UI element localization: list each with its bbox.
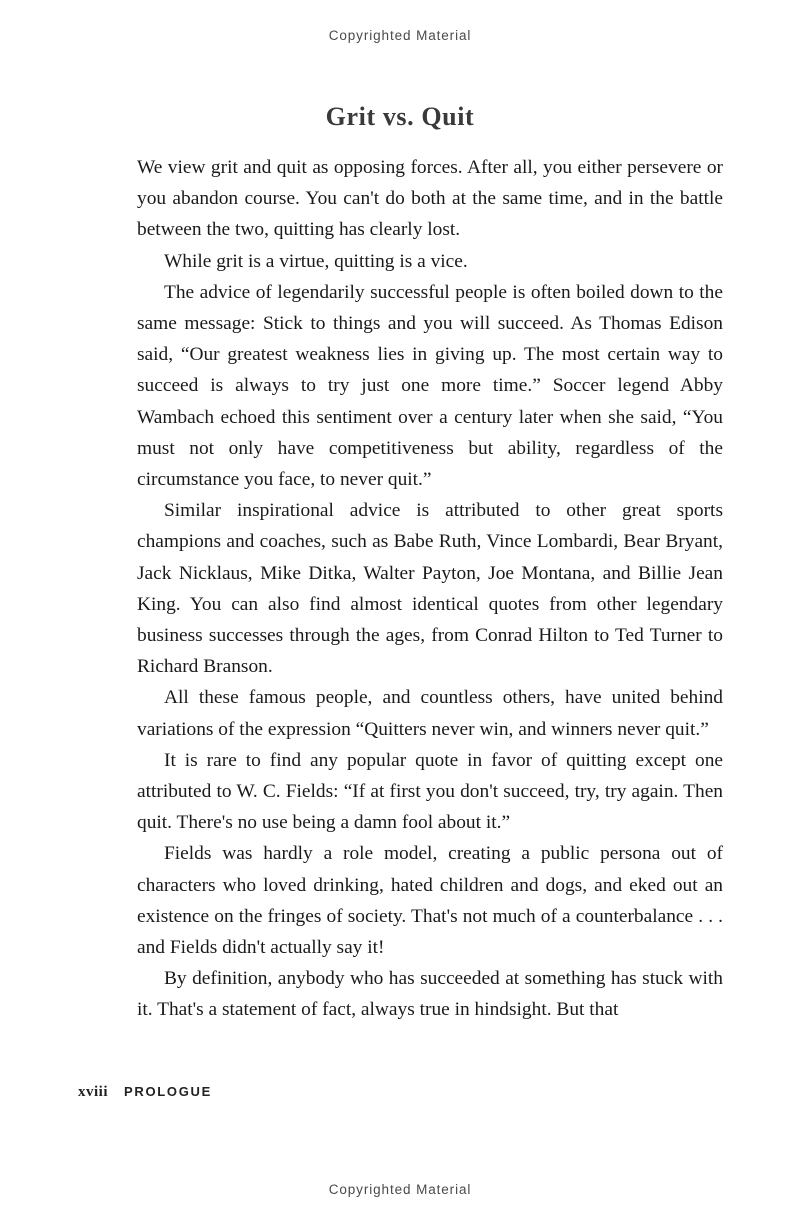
copyright-watermark-bottom: Copyrighted Material xyxy=(328,1182,472,1197)
page-title: Grit vs. Quit xyxy=(325,102,475,131)
paragraph: We view grit and quit as opposing forces. After all, you either persevere or you abandon course. You can't do both at the same time, and in the battle between the two, quitting has clearly lost. xyxy=(137,157,723,241)
copyright-watermark-top: Copyrighted Material xyxy=(328,28,472,43)
paragraph: By definition, anybody who has succeeded at something has stuck with it. That's a statement of fact, always true in hindsight. But that xyxy=(137,968,723,1021)
paragraph: Similar inspirational advice is attributed to other great sports champions and coaches, such as Babe Ruth, Vince Lombardi, Bear Bryant, Jack Nicklaus, Mike Ditka, Walter Payton, Joe Montana, and Billie Jean King. You can also find almost identical quotes from other legendary business successes through the ages, from Conrad Hilton to Ted Turner to Richard Branson. xyxy=(137,500,723,678)
body-text xyxy=(137,152,723,1026)
page-number: xviii xyxy=(78,1084,109,1100)
page-footer xyxy=(78,1084,212,1101)
paragraph: While grit is a virtue, quitting is a vice. xyxy=(164,250,468,272)
running-head: PROLOGUE xyxy=(124,1084,213,1099)
paragraph: The advice of legendarily successful people is often boiled down to the same message: Stick to things and you will succeed. As Thomas Edison said, “Our greatest weakness lies in giving up. The most certain way to succeed is always to try just one more time.” Soccer legend Abby Wambach echoed this sentiment over a century later when she said, “You must not only have competitiveness but ability, regardless of the circumstance you face, to never quit.” xyxy=(137,281,723,491)
paragraph: It is rare to find any popular quote in favor of quitting except one attributed to W. C. Fields: “If at first you don't succeed, try, try again. Then quit. There's no use being a damn fool about it.” xyxy=(137,749,723,834)
paragraph: All these famous people, and countless others, have united behind variations of the expression “Quitters never win, and winners never quit.” xyxy=(137,687,723,740)
paragraph: Fields was hardly a role model, creating a public persona out of characters who loved drinking, hated children and dogs, and eked out an existence on the fringes of society. That's not much of a counterbalance . . . and Fields didn't actually say it! xyxy=(137,843,723,959)
